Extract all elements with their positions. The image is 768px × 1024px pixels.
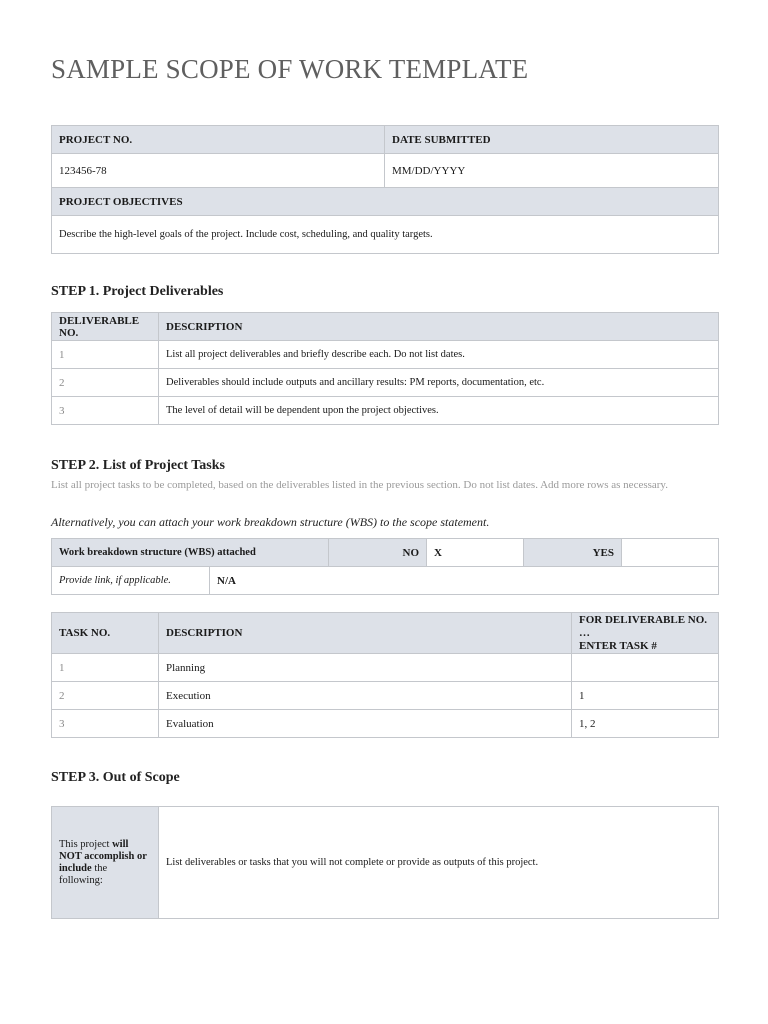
task-description-cell[interactable]: Evaluation [159,710,572,738]
project-objectives-field[interactable]: Describe the high-level goals of the project. Include cost, scheduling, and quality targets. [52,216,719,254]
wbs-no-label: NO [329,539,427,567]
date-submitted-field[interactable]: MM/DD/YYYY [385,154,719,188]
wbs-table [51,538,719,595]
date-submitted-label: DATE SUBMITTED [385,126,719,154]
deliverable-no-cell[interactable]: 2 [52,369,159,397]
project-no-label: PROJECT NO. [52,126,385,154]
tasks-table [51,612,719,738]
table-row [52,710,719,738]
out-of-scope-label-bold: will NOT accomplish or include [59,838,147,874]
out-of-scope-label-part1: This project [59,838,113,850]
task-for-deliverable-cell[interactable]: 1 [572,682,719,710]
step1-heading: STEP 1. Project Deliverables [51,284,224,299]
wbs-link-field[interactable]: N/A [210,567,719,595]
task-no-cell[interactable]: 1 [52,654,159,682]
out-of-scope-table [51,806,719,919]
step2-heading: STEP 2. List of Project Tasks [51,458,225,473]
deliverable-description-header: DESCRIPTION [159,313,719,341]
step2-alt-note: Alternatively, you can attach your work breakdown structure (WBS) to the scope statement. [51,515,490,529]
deliverables-table [51,312,719,425]
step2-instructions: List all project tasks to be completed, based on the deliverables listed in the previous section. Do not list dates. Add more rows as necessary. [51,479,668,491]
deliverable-description-cell[interactable]: The level of detail will be dependent upon the project objectives. [159,397,719,425]
wbs-yes-label: YES [524,539,622,567]
deliverable-no-header: DELIVERABLE NO. [52,313,159,341]
table-row [52,369,719,397]
for-deliverable-header-line2: ENTER TASK # [579,639,657,652]
deliverable-description-cell[interactable]: List all project deliverables and briefly describe each. Do not list dates. [159,341,719,369]
wbs-no-field[interactable]: X [427,539,524,567]
task-no-header: TASK NO. [52,613,159,654]
step3-heading: STEP 3. Out of Scope [51,770,180,785]
out-of-scope-label [52,807,159,919]
table-row [52,682,719,710]
task-description-header: DESCRIPTION [159,613,572,654]
table-row [52,397,719,425]
out-of-scope-label-part2: the following: [59,862,108,886]
out-of-scope-field[interactable]: List deliverables or tasks that you will not complete or provide as outputs of this project. [159,807,719,919]
deliverable-description-cell[interactable]: Deliverables should include outputs and ancillary results: PM reports, documentation, etc. [159,369,719,397]
task-for-deliverable-cell[interactable]: 1, 2 [572,710,719,738]
page-title: SAMPLE SCOPE OF WORK TEMPLATE [51,54,529,84]
task-description-cell[interactable]: Execution [159,682,572,710]
project-info-table [51,125,719,254]
project-no-field[interactable]: 123456-78 [52,154,385,188]
wbs-link-label: Provide link, if applicable. [52,567,210,595]
table-row [52,341,719,369]
deliverable-no-cell[interactable]: 1 [52,341,159,369]
wbs-yes-field[interactable] [622,539,719,567]
task-for-deliverable-cell[interactable] [572,654,719,682]
deliverable-no-cell[interactable]: 3 [52,397,159,425]
task-no-cell[interactable]: 2 [52,682,159,710]
project-objectives-label: PROJECT OBJECTIVES [52,188,719,216]
task-no-cell[interactable]: 3 [52,710,159,738]
wbs-attached-label: Work breakdown structure (WBS) attached [52,539,329,567]
for-deliverable-header-line1: FOR DELIVERABLE NO. … [579,613,708,639]
table-row [52,654,719,682]
for-deliverable-header [572,613,719,654]
task-description-cell[interactable]: Planning [159,654,572,682]
